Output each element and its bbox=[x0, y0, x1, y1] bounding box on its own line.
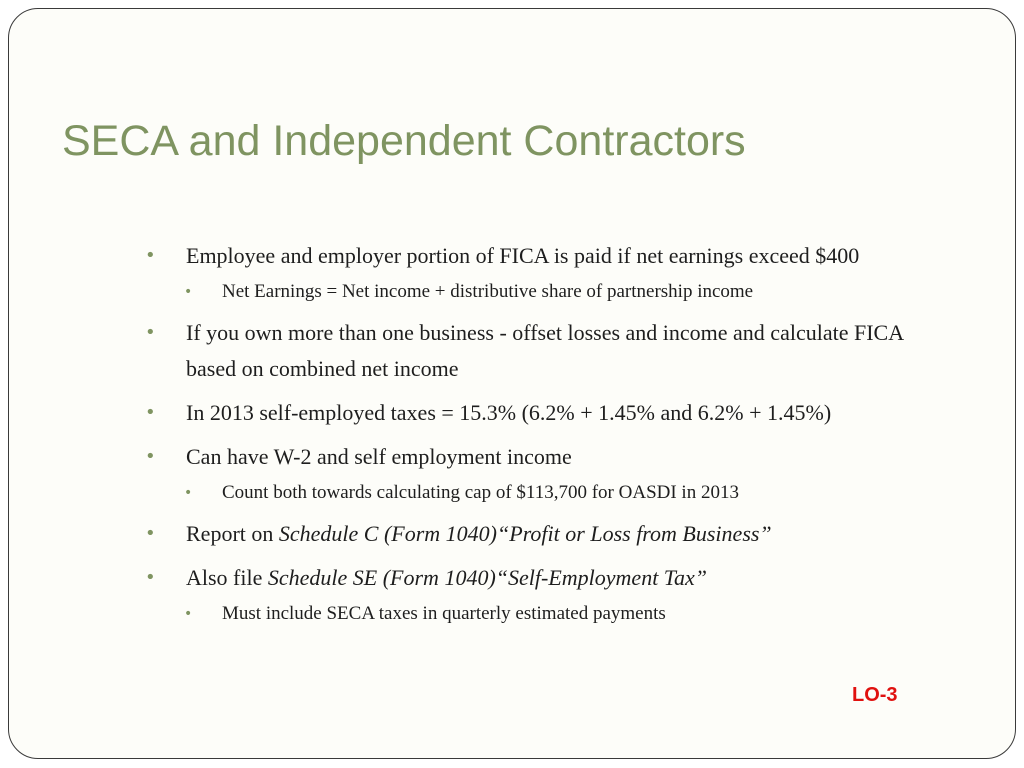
bullet-item-fica-threshold bbox=[145, 238, 926, 274]
bullet-text: If you own more than one business - offset losses and income and calculate FICA based on combined net income bbox=[186, 320, 903, 381]
bullet-dot-icon: • bbox=[145, 523, 156, 544]
bullet-list bbox=[145, 238, 926, 629]
bullet-dot-icon: • bbox=[145, 446, 156, 467]
sub-bullet-item-net-earnings bbox=[186, 277, 926, 307]
bullet-text: In 2013 self-employed taxes = 15.3% (6.2% + 1.45% and 6.2% + 1.45%) bbox=[186, 400, 832, 425]
schedule-se-form-name: Schedule SE (Form 1040) bbox=[267, 565, 496, 590]
bullet-text: Can have W-2 and self employment income bbox=[186, 444, 572, 469]
schedule-c-title: “Profit or Loss from Business” bbox=[497, 521, 772, 546]
bullet-text-prefix: Report on bbox=[186, 521, 279, 546]
bullet-item-w2-and-self-employment bbox=[145, 439, 926, 475]
bullet-item-schedule-c bbox=[145, 516, 926, 552]
sub-bullet-text: Must include SECA taxes in quarterly estimated payments bbox=[222, 603, 666, 624]
bullet-dot-icon: • bbox=[184, 485, 193, 501]
schedule-se-title: “Self-Employment Tax” bbox=[495, 565, 708, 590]
bullet-dot-icon: • bbox=[145, 322, 156, 343]
bullet-item-schedule-se bbox=[145, 560, 926, 596]
bullet-item-multiple-businesses bbox=[145, 315, 926, 387]
bullet-dot-icon: • bbox=[145, 567, 156, 588]
bullet-dot-icon: • bbox=[184, 606, 193, 622]
sub-bullet-item-quarterly-payments bbox=[186, 599, 926, 629]
learning-objective-tag: LO-3 bbox=[852, 684, 898, 706]
bullet-item-2013-tax-rate bbox=[145, 395, 926, 431]
bullet-dot-icon: • bbox=[145, 245, 156, 266]
bullet-text: Employee and employer portion of FICA is paid if net earnings exceed $400 bbox=[186, 243, 860, 268]
bullet-text-prefix: Also file bbox=[186, 565, 268, 590]
sub-bullet-text: Net Earnings = Net income + distributive share of partnership income bbox=[222, 281, 754, 302]
schedule-c-form-name: Schedule C (Form 1040) bbox=[278, 521, 498, 546]
slide-title: SECA and Independent Contractors bbox=[62, 117, 746, 165]
bullet-dot-icon: • bbox=[145, 402, 156, 423]
bullet-dot-icon: • bbox=[184, 284, 193, 300]
sub-bullet-item-oasdi-cap bbox=[186, 478, 926, 508]
sub-bullet-text: Count both towards calculating cap of $113,700 for OASDI in 2013 bbox=[222, 482, 739, 503]
